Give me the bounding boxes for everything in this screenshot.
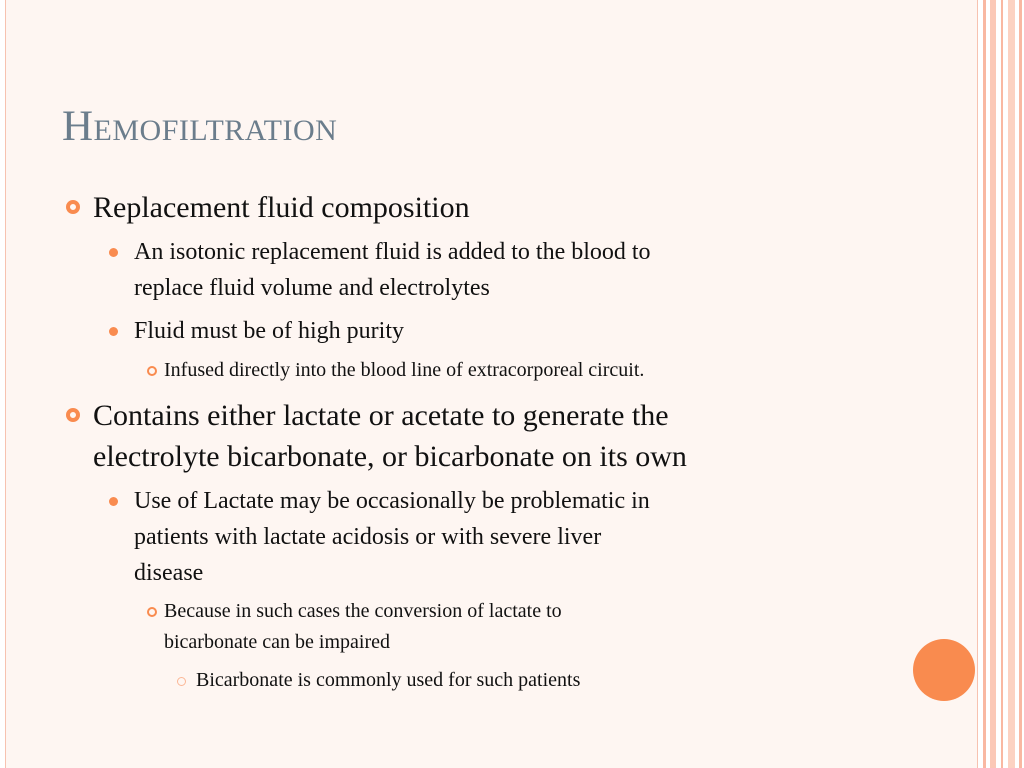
bullet-text: Because in such cases the conversion of lactate to bicarbonate can be impaired	[164, 600, 562, 653]
decorative-stripe	[990, 0, 996, 768]
bullet-text: Replacement fluid composition	[93, 191, 470, 224]
bullet-ring-icon	[177, 677, 186, 686]
bullet-ring-icon	[66, 408, 80, 422]
bullet-ring-icon	[66, 200, 80, 214]
decorative-stripe	[1008, 0, 1015, 768]
decorative-stripe	[983, 0, 986, 768]
decorative-stripe	[1019, 0, 1022, 768]
bullet-text: Use of Lactate may be occasionally be problematic in patients with lactate acidosis or with severe liver disease	[134, 488, 650, 586]
bullet-dot-icon	[109, 248, 118, 257]
decorative-stripe	[1001, 0, 1003, 768]
bullet-text: Bicarbonate is commonly used for such patients	[196, 669, 581, 691]
bullet-ring-icon	[147, 366, 157, 376]
bullet-ring-icon	[147, 607, 157, 617]
bullet-text: Fluid must be of high purity	[134, 318, 404, 344]
bullet-dot-icon	[109, 497, 118, 506]
slide-title: Hemofiltration	[62, 103, 338, 150]
bullet-text: Contains either lactate or acetate to generate the electrolyte bicarbonate, or bicarbonate on its own	[93, 399, 687, 473]
bullet-text: An isotonic replacement fluid is added to the blood to replace fluid volume and electrolytes	[134, 239, 651, 301]
bullet-text: Infused directly into the blood line of extracorporeal circuit.	[164, 359, 645, 381]
bullet-dot-icon	[109, 327, 118, 336]
